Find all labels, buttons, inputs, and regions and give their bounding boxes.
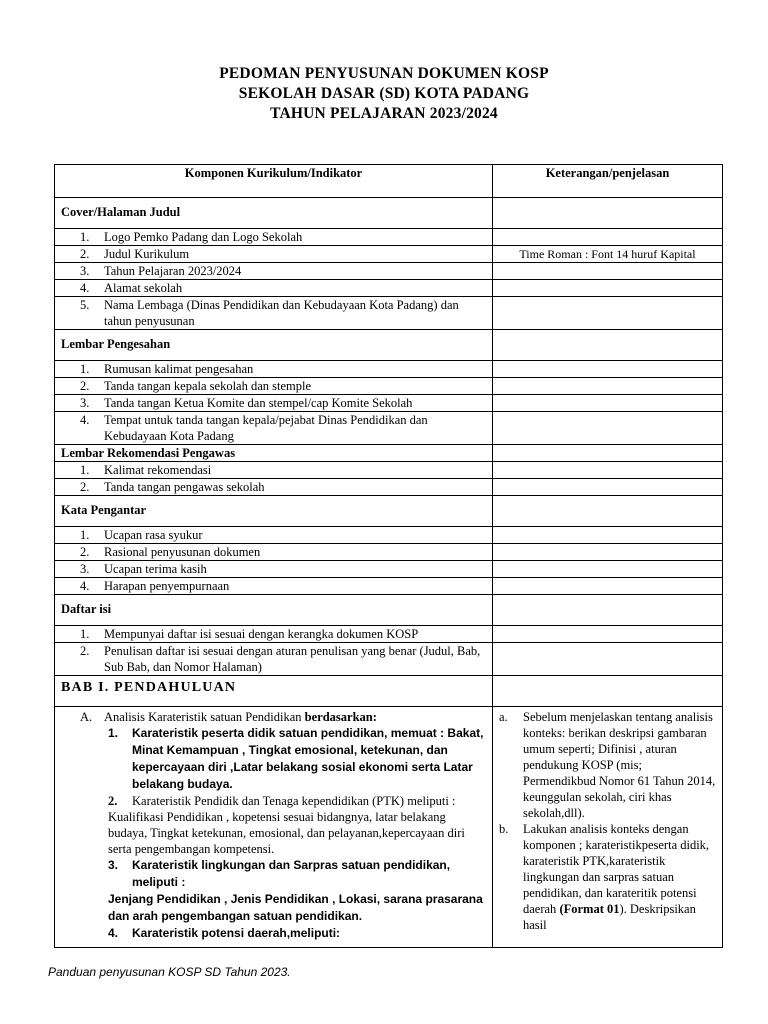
column-header-component: Komponen Kurikulum/Indikator bbox=[55, 165, 493, 198]
item-number: 2. bbox=[80, 545, 90, 559]
section-row-pengesahan bbox=[55, 330, 723, 361]
item-number: 2. bbox=[80, 644, 90, 658]
note-text: Sebelum menjelaskan tentang analisis konteks: berikan deskripsi gambaran umum seperti; Difinisi , aturan pendukung KOSP (mis; Permendikbud Nomor 61 Tahun 2014, keunggulan sekolah, ciri khas sekolah,dll). bbox=[523, 710, 716, 820]
chapter-title: BAB I. PENDAHULUAN bbox=[55, 676, 493, 707]
item-number: 1. bbox=[80, 230, 90, 244]
sub-item-1 bbox=[80, 725, 486, 793]
item-number: 4. bbox=[80, 281, 90, 295]
note-letter: a. bbox=[499, 710, 508, 724]
table-row bbox=[55, 246, 723, 263]
item-text: Nama Lembaga (Dinas Pendidikan dan Kebudayaan Kota Padang) dan tahun penyusunan bbox=[104, 298, 459, 328]
item-text: Rasional penyusunan dokumen bbox=[104, 545, 261, 559]
item-note bbox=[493, 280, 723, 297]
item-text: Tempat untuk tanda tangan kepala/pejabat Dinas Pendidikan dan Kebudayaan Kota Padang bbox=[104, 413, 428, 443]
item-text: Kalimat rekomendasi bbox=[104, 463, 212, 477]
item-note bbox=[493, 297, 723, 330]
column-header-notes: Keterangan/penjelasan bbox=[493, 165, 723, 198]
title-line-2: SEKOLAH DASAR (SD) KOTA PADANG bbox=[238, 85, 530, 102]
sub-text: Karateristik lingkungan dan Sarpras satuan pendidikan, meliputi : bbox=[132, 858, 451, 889]
item-text: Mempunyai daftar isi sesuai dengan kerangka dokumen KOSP bbox=[104, 627, 419, 641]
item-text: Tanda tangan Ketua Komite dan stempel/cap Komite Sekolah bbox=[104, 396, 413, 410]
analisis-notes-cell bbox=[493, 707, 723, 948]
sub-number: 2. bbox=[108, 794, 118, 808]
table-row bbox=[55, 626, 723, 643]
section-title: Kata Pengantar bbox=[55, 496, 493, 527]
sub-3-detail: Jenjang Pendidikan , Jenis Pendidikan , Lokasi, sarana prasarana dan arah pengembangan satuan pendidikan. bbox=[108, 892, 483, 923]
table-row bbox=[55, 412, 723, 445]
analisis-text: Analisis Karateristik satuan Pendidikan bbox=[104, 710, 305, 724]
item-note: Time Roman : Font 14 huruf Kapital bbox=[493, 246, 723, 263]
note-text-end: ). Deskripsikan hasil bbox=[523, 902, 696, 932]
table-row bbox=[55, 527, 723, 544]
sub-2-detail: Kualifikasi Pendidikan , kopetensi sesuai bidangnya, latar belakang budaya, Tingkat ketekunan, emosional, dan pelayanan,kepercayaan diri serta pengembangan kompetensi. bbox=[108, 810, 465, 856]
sub-number: 1. bbox=[108, 726, 119, 740]
table-row bbox=[55, 643, 723, 676]
item-number: 2. bbox=[80, 379, 90, 393]
title-line-1: PEDOMAN PENYUSUNAN DOKUMEN KOSP bbox=[219, 65, 549, 82]
item-note bbox=[493, 229, 723, 246]
item-number: 2. bbox=[80, 247, 90, 261]
table-row bbox=[55, 479, 723, 496]
table-row bbox=[55, 578, 723, 595]
table-row bbox=[55, 462, 723, 479]
item-number: 1. bbox=[80, 627, 90, 641]
item-number: 3. bbox=[80, 396, 90, 410]
item-number: 4. bbox=[80, 413, 90, 427]
page-footer: Panduan penyusunan KOSP SD Tahun 2023. bbox=[48, 965, 291, 979]
sub-text: Karateristik potensi daerah,meliputi: bbox=[132, 926, 341, 940]
table-row bbox=[55, 378, 723, 395]
item-text: Ucapan rasa syukur bbox=[104, 528, 203, 542]
analisis-bold: berdasarkan: bbox=[304, 710, 377, 724]
note-item-b bbox=[499, 821, 716, 933]
sub-text: Karateristik Pendidik dan Tenaga kependidikan (PTK) meliputi : bbox=[132, 794, 456, 808]
sub-number: 4. bbox=[108, 926, 119, 940]
table-row bbox=[55, 297, 723, 330]
table-row bbox=[55, 544, 723, 561]
section-row-daftar-isi bbox=[55, 595, 723, 626]
table-row bbox=[55, 280, 723, 297]
document-title bbox=[0, 64, 768, 124]
sub-text: Karateristik peserta didik satuan pendidikan, memuat : Bakat, Minat Kemampuan , Tingkat emosional, ketekunan, dan kepercayaan diri ,Latar belakang sosial ekonomi serta Latar belakang budaya. bbox=[132, 726, 484, 791]
section-row-pengantar bbox=[55, 496, 723, 527]
item-text: Harapan penyempurnaan bbox=[104, 579, 230, 593]
section-title: Cover/Halaman Judul bbox=[55, 198, 493, 229]
table-row bbox=[55, 263, 723, 280]
item-number: 3. bbox=[80, 562, 90, 576]
item-number: 3. bbox=[80, 264, 90, 278]
table-row bbox=[55, 395, 723, 412]
section-row-cover bbox=[55, 198, 723, 229]
item-note bbox=[493, 263, 723, 280]
item-number: 1. bbox=[80, 528, 90, 542]
table-row bbox=[55, 229, 723, 246]
table-row-analisis bbox=[55, 707, 723, 948]
section-row-rekomendasi bbox=[55, 445, 723, 462]
kosp-checklist-table bbox=[54, 164, 723, 948]
item-text: Judul Kurikulum bbox=[104, 247, 190, 261]
sub-item-3 bbox=[80, 857, 486, 891]
sub-item-4 bbox=[80, 925, 486, 942]
analisis-cell bbox=[55, 707, 493, 948]
sub-number: 3. bbox=[108, 858, 119, 872]
item-text: Logo Pemko Padang dan Logo Sekolah bbox=[104, 230, 303, 244]
table-header-row bbox=[55, 165, 723, 198]
item-text: Tanda tangan pengawas sekolah bbox=[104, 480, 265, 494]
note-text: Lakukan analisis konteks dengan komponen ; karateristikpeserta didik, karateristik PTK,karateristik lingkungan dan sarpras satuan pendidikan, dan karateritik potensi daerah bbox=[523, 822, 710, 916]
title-line-3: TAHUN PELAJARAN 2023/2024 bbox=[270, 105, 498, 122]
item-text: Ucapan terima kasih bbox=[104, 562, 207, 576]
note-item-a bbox=[499, 709, 716, 821]
item-number: 1. bbox=[80, 463, 90, 477]
item-text: Rumusan kalimat pengesahan bbox=[104, 362, 254, 376]
item-number: 1. bbox=[80, 362, 90, 376]
item-letter: A. bbox=[80, 710, 93, 724]
item-number: 2. bbox=[80, 480, 90, 494]
section-title: Lembar Pengesahan bbox=[55, 330, 493, 361]
item-text: Penulisan daftar isi sesuai dengan aturan penulisan yang benar (Judul, Bab, Sub Bab, dan Nomor Halaman) bbox=[104, 644, 481, 674]
item-text: Tahun Pelajaran 2023/2024 bbox=[104, 264, 242, 278]
note-letter: b. bbox=[499, 822, 509, 836]
section-title: Lembar Rekomendasi Pengawas bbox=[55, 445, 493, 462]
item-text: Alamat sekolah bbox=[104, 281, 183, 295]
section-title: Daftar isi bbox=[55, 595, 493, 626]
item-number: 4. bbox=[80, 579, 90, 593]
note-format-ref: (Format 01 bbox=[559, 902, 620, 916]
sub-item-2 bbox=[80, 793, 486, 809]
item-text: Tanda tangan kepala sekolah dan stemple bbox=[104, 379, 312, 393]
section-row-bab-1 bbox=[55, 676, 723, 707]
table-row bbox=[55, 361, 723, 378]
analisis-heading bbox=[80, 709, 486, 725]
item-number: 5. bbox=[80, 298, 90, 312]
table-row bbox=[55, 561, 723, 578]
